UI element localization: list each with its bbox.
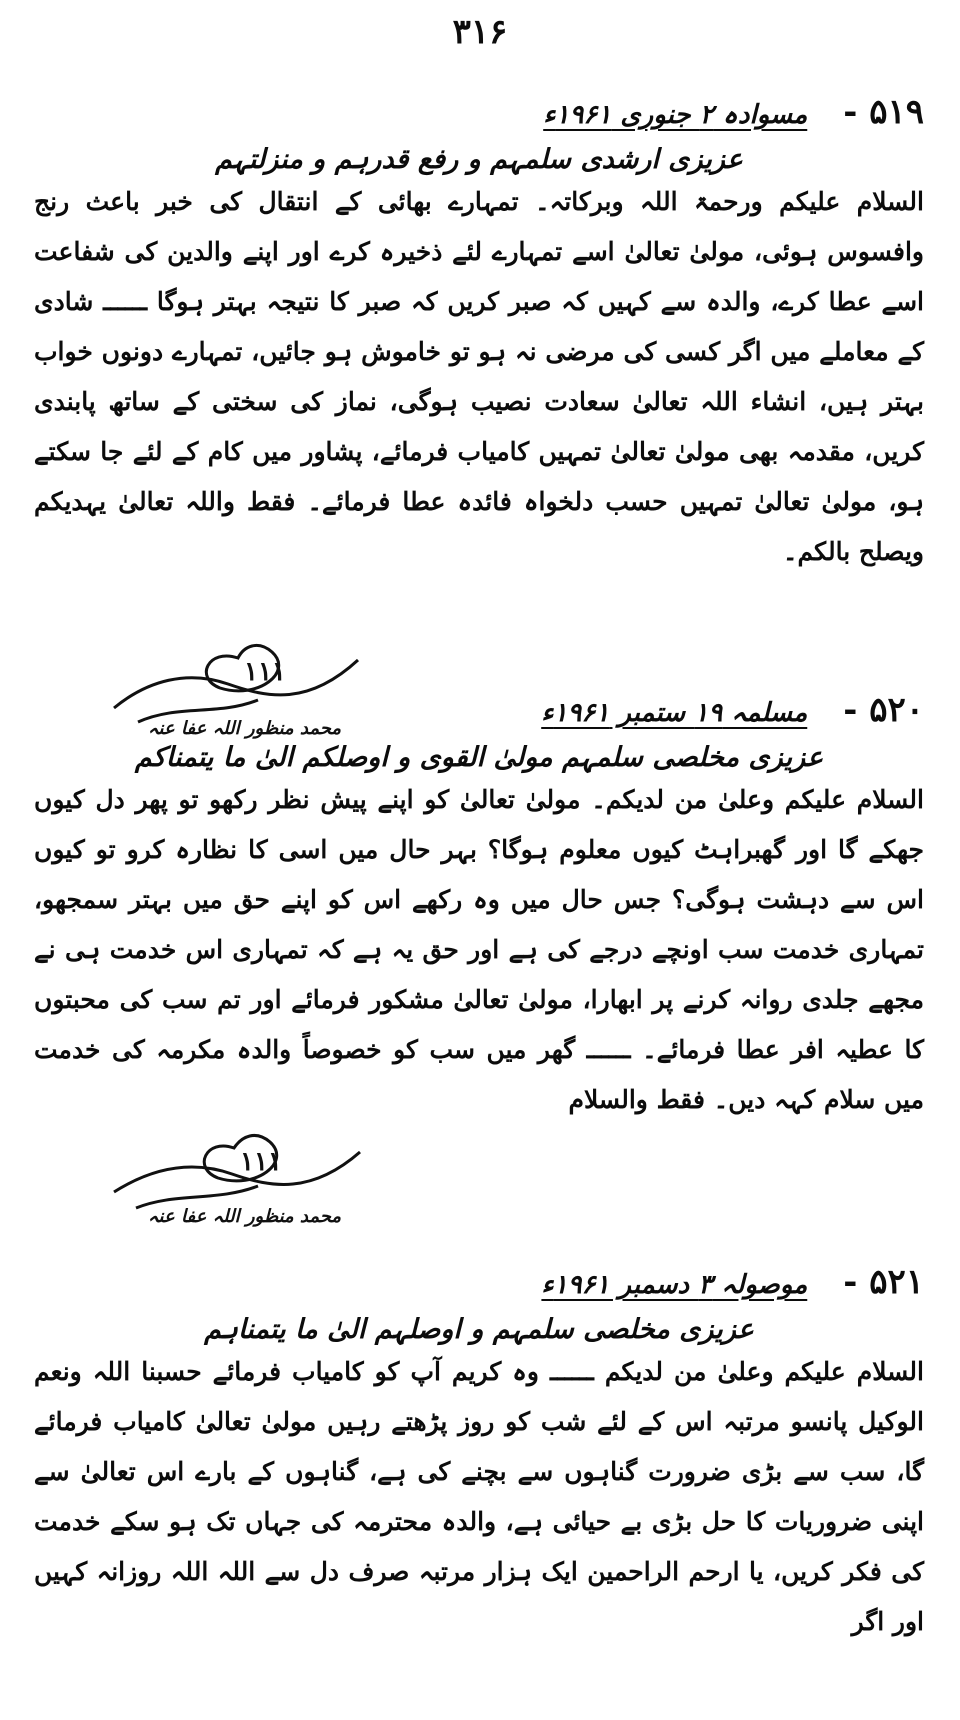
letter-header bbox=[34, 690, 924, 730]
letter-salutation: عزیزی مخلصی سلمہم مولیٰ القوی و اوصلکم الیٰ ما یتمناکم bbox=[134, 742, 824, 773]
signature-520 bbox=[108, 1108, 368, 1228]
signature-name: محمد منظور اللہ عفا عنہ bbox=[148, 1206, 342, 1227]
letter-date: موصولہ ۳ دسمبر ۱۹۶۱ء bbox=[541, 1270, 808, 1300]
signature-stamp: ۱۱۱ bbox=[240, 1147, 282, 1177]
letter-date: مسوادہ ۲ جنوری ۱۹۶۱ء bbox=[543, 100, 808, 130]
letter-salutation: عزیزی مخلصی سلمہم و اوصلہم الیٰ ما یتمناہم bbox=[204, 1314, 754, 1345]
letter-header bbox=[34, 1262, 924, 1302]
letter-body: السلام علیکم وعلیٰ من لدیکم۔ مولیٰ تعالیٰ کو اپنے پیش نظر رکھو تو پھر دل کیوں جھکے گا اور گھبراہٹ کیوں معلوم ہوگا؟ بہر حال میں اسی کا نظارہ کرو تو کیوں اس سے دہشت ہوگی؟ جس حال میں وہ رکھے اس کو اپنے حق میں بہتر سمجھو، تمہاری خدمت سب اونچے درجے کی ہے اور حق یہ ہے کہ تمہاری اس خدمت ہی نے مجھے جلدی روانہ کرنے پر ابھارا، مولیٰ تعالیٰ مشکور فرمائے اور تم سب کی محبتوں کا عطیہ افر عطا فرمائے۔ ــــــ گھر میں سب کو خصوصاً والدہ مکرمہ کی خدمت میں سلام کہہ دیں۔ فقط والسلام bbox=[34, 785, 924, 1114]
handwritten-signature-icon bbox=[108, 1108, 368, 1228]
letter-number: ۵۲۰ - bbox=[843, 690, 924, 730]
signature-name: محمد منظور اللہ عفا عنہ bbox=[148, 718, 342, 739]
letter-header bbox=[34, 92, 924, 132]
signature-stamp: ۱۱۱ bbox=[244, 657, 286, 687]
letter-520 bbox=[34, 690, 924, 1125]
letter-number: ۵۱۹ - bbox=[843, 92, 924, 132]
page-number: ۳۱۶ bbox=[452, 12, 508, 52]
letter-521 bbox=[34, 1262, 924, 1647]
letter-body: السلام علیکم ورحمۃ اللہ وبرکاتہ۔ تمہارے بھائی کے انتقال کی خبر باعث رنج وافسوس ہوئی، مولیٰ تعالیٰ اسے تمہارے لئے ذخیرہ کرے اور اپنے والدین کی شفاعت اسے عطا کرے، والدہ سے کہیں کہ صبر کریں کہ صبر کا نتیجہ بہتر ہوگا ــــــ شادی کے معاملے میں اگر کسی کی مرضی نہ ہو تو خاموش ہو جائیں، تمہارے دونوں خواب بہتر ہیں، انشاء اللہ تعالیٰ سعادت نصیب ہوگی، نماز کی سختی کے ساتھ پابندی کریں، مقدمہ بھی مولیٰ تعالیٰ تمہیں کامیاب فرمائے، پشاور میں کام کے لئے جا سکتے ہو، مولیٰ تعالیٰ تمہیں حسب دلخواہ فائدہ عطا فرمائے۔ فقط واللہ تعالیٰ یہدیکم ویصلح بالکم۔ bbox=[34, 187, 924, 566]
letter-number: ۵۲۱ - bbox=[843, 1262, 924, 1302]
letter-519 bbox=[34, 92, 924, 577]
letter-body: السلام علیکم وعلیٰ من لدیکم ــــــ وہ کریم آپ کو کامیاب فرمائے حسبنا اللہ ونعم الوکیل پانسو مرتبہ اس کے لئے شب کو روز پڑھتے رہیں مولیٰ تعالیٰ کامیاب فرمائے گا، سب سے بڑی ضرورت گناہوں سے بچنے کی ہے، گناہوں کے بارے اس تعالیٰ سے اپنی ضروریات کا حل بڑی بے حیائی ہے، والدہ محترمہ کی جہاں تک ہو سکے خدمت کی فکر کریں، یا ارحم الراحمین ایک ہزار مرتبہ صرف دل سے اللہ اللہ روزانہ کہیں اور اگر bbox=[34, 1357, 924, 1636]
letter-salutation: عزیزی ارشدی سلمہم و رفع قدرہم و منزلتہم bbox=[215, 144, 743, 175]
letter-date: مسلمہ ۱۹ ستمبر ۱۹۶۱ء bbox=[541, 698, 808, 728]
